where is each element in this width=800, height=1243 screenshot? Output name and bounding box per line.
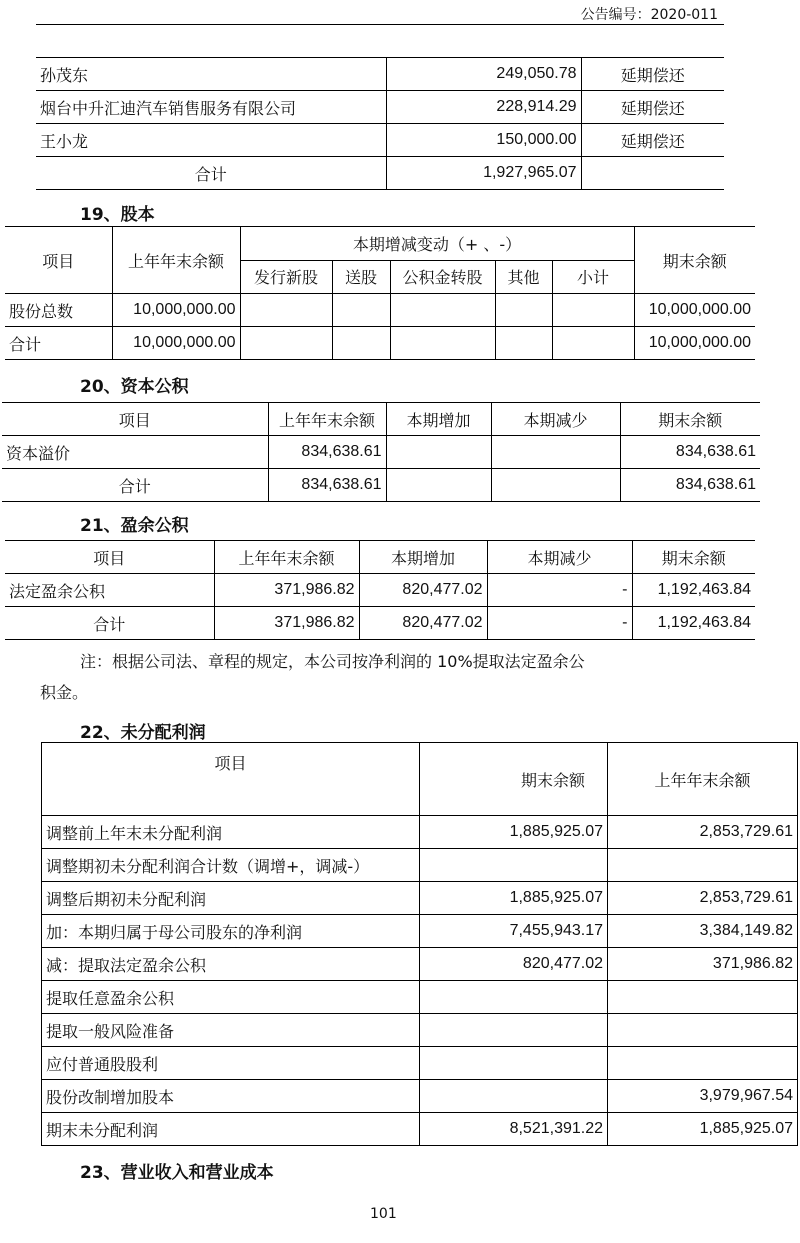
cell-end: 8,521,391.22	[420, 1113, 608, 1146]
cell-amount: 150,000.00	[386, 124, 581, 157]
cell-decrease	[491, 469, 620, 502]
cell-item: 合计	[5, 327, 112, 360]
table-total-row	[36, 157, 724, 190]
header-item: 项目	[42, 743, 420, 816]
header-decrease: 本期减少	[491, 403, 620, 436]
section-title-undistributed-profit: 22、未分配利润	[80, 723, 206, 743]
table-row	[42, 1113, 798, 1146]
table-total-row	[2, 469, 760, 502]
table-row	[5, 327, 755, 360]
table-row	[42, 1047, 798, 1080]
header-decrease: 本期减少	[487, 541, 632, 574]
cell-empty	[332, 327, 390, 360]
table-other-payables-tail	[36, 57, 724, 190]
cell-item: 调整后期初未分配利润	[42, 882, 420, 915]
cell-item: 减：提取法定盈余公积	[42, 948, 420, 981]
table-row	[42, 882, 798, 915]
header-end-balance: 期末余额	[620, 403, 760, 436]
header-end-balance: 期末余额	[632, 541, 755, 574]
header-increase: 本期增加	[386, 403, 491, 436]
cell-increase: 820,477.02	[359, 574, 487, 607]
cell-total-amount: 1,927,965.07	[386, 157, 581, 190]
header-item: 项目	[5, 541, 214, 574]
table-header-row	[5, 227, 755, 261]
cell-empty	[332, 294, 390, 327]
cell-end	[420, 1080, 608, 1113]
page-number: 101	[370, 1206, 397, 1222]
cell-item: 提取任意盈余公积	[42, 981, 420, 1014]
cell-prev	[608, 849, 798, 882]
table-row	[5, 574, 755, 607]
table-row	[2, 436, 760, 469]
subheader-reserve-conversion: 公积金转股	[390, 260, 495, 294]
header-prev-balance: 上年年末余额	[214, 541, 359, 574]
table-surplus-reserve	[5, 540, 755, 640]
cell-end	[420, 1047, 608, 1080]
cell-prev: 10,000,000.00	[112, 294, 240, 327]
cell-prev: 834,638.61	[268, 436, 386, 469]
cell-end: 834,638.61	[620, 469, 760, 502]
cell-amount: 249,050.78	[386, 58, 581, 91]
table-share-capital	[5, 226, 755, 360]
cell-empty	[552, 327, 634, 360]
cell-name: 烟台中升汇迪汽车销售服务有限公司	[36, 91, 386, 124]
cell-end: 1,885,925.07	[420, 882, 608, 915]
table-row	[5, 294, 755, 327]
cell-total-reason	[581, 157, 724, 190]
cell-item: 期末未分配利润	[42, 1113, 420, 1146]
surplus-note-line1: 注：根据公司法、章程的规定，本公司按净利润的 10%提取法定盈余公	[80, 652, 585, 671]
cell-item: 提取一般风险准备	[42, 1014, 420, 1047]
announcement-code: 公告编号：2020-011	[580, 7, 718, 23]
cell-reason: 延期偿还	[581, 91, 724, 124]
cell-reason: 延期偿还	[581, 124, 724, 157]
cell-prev: 10,000,000.00	[112, 327, 240, 360]
cell-item: 资本溢价	[2, 436, 268, 469]
table-row	[42, 1080, 798, 1113]
cell-empty	[390, 327, 495, 360]
cell-end: 1,885,925.07	[420, 816, 608, 849]
cell-item: 调整期初未分配利润合计数（调增+，调减-）	[42, 849, 420, 882]
cell-empty	[495, 327, 552, 360]
section-title-surplus-reserve: 21、盈余公积	[80, 516, 189, 536]
table-row	[42, 981, 798, 1014]
table-row	[42, 849, 798, 882]
section-title-share-capital: 19、股本	[80, 205, 155, 225]
section-title-capital-reserve: 20、资本公积	[80, 377, 189, 397]
header-end-balance: 期末余额	[420, 743, 608, 816]
cell-amount: 228,914.29	[386, 91, 581, 124]
cell-increase	[386, 436, 491, 469]
cell-decrease	[491, 436, 620, 469]
cell-name: 孙茂东	[36, 58, 386, 91]
cell-end: 834,638.61	[620, 436, 760, 469]
table-row	[42, 1014, 798, 1047]
table-total-row	[5, 607, 755, 640]
cell-prev: 371,986.82	[214, 607, 359, 640]
cell-end: 10,000,000.00	[634, 294, 755, 327]
table-undistributed-profit	[41, 742, 798, 1146]
cell-prev: 1,885,925.07	[608, 1113, 798, 1146]
cell-name: 王小龙	[36, 124, 386, 157]
subheader-other: 其他	[495, 260, 552, 294]
table-row	[42, 915, 798, 948]
subheader-subtotal: 小计	[552, 260, 634, 294]
surplus-note-line2: 积金。	[40, 683, 89, 702]
cell-end	[420, 981, 608, 1014]
cell-decrease: -	[487, 574, 632, 607]
cell-item: 调整前上年末未分配利润	[42, 816, 420, 849]
cell-end: 1,192,463.84	[632, 574, 755, 607]
cell-prev	[608, 1047, 798, 1080]
header-prev-balance: 上年年末余额	[112, 227, 240, 294]
header-change: 本期增减变动（+ 、-）	[240, 227, 634, 261]
cell-prev	[608, 1014, 798, 1047]
header-end-balance: 期末余额	[634, 227, 755, 294]
cell-item: 加：本期归属于母公司股东的净利润	[42, 915, 420, 948]
cell-prev: 3,384,149.82	[608, 915, 798, 948]
cell-end: 1,192,463.84	[632, 607, 755, 640]
header-rule	[36, 24, 724, 25]
table-row	[36, 58, 724, 91]
cell-end	[420, 1014, 608, 1047]
subheader-new-issue: 发行新股	[240, 260, 332, 294]
cell-decrease: -	[487, 607, 632, 640]
cell-item: 股份改制增加股本	[42, 1080, 420, 1113]
cell-prev: 371,986.82	[608, 948, 798, 981]
cell-end: 7,455,943.17	[420, 915, 608, 948]
header-prev-balance: 上年年末余额	[608, 743, 798, 816]
header-item: 项目	[2, 403, 268, 436]
cell-empty	[390, 294, 495, 327]
table-capital-reserve	[2, 402, 760, 502]
cell-increase: 820,477.02	[359, 607, 487, 640]
cell-empty	[240, 327, 332, 360]
header-increase: 本期增加	[359, 541, 487, 574]
table-header-row	[2, 403, 760, 436]
table-header-row	[5, 541, 755, 574]
cell-prev: 2,853,729.61	[608, 816, 798, 849]
cell-prev	[608, 981, 798, 1014]
cell-reason: 延期偿还	[581, 58, 724, 91]
cell-empty	[552, 294, 634, 327]
table-row	[42, 948, 798, 981]
section-title-revenue-cost: 23、营业收入和营业成本	[80, 1163, 274, 1183]
cell-end: 10,000,000.00	[634, 327, 755, 360]
cell-end	[420, 849, 608, 882]
table-row	[42, 816, 798, 849]
cell-prev: 2,853,729.61	[608, 882, 798, 915]
cell-total-label: 合计	[36, 157, 386, 190]
cell-item: 合计	[5, 607, 214, 640]
cell-prev: 371,986.82	[214, 574, 359, 607]
cell-end: 820,477.02	[420, 948, 608, 981]
cell-item: 股份总数	[5, 294, 112, 327]
header-prev-balance: 上年年末余额	[268, 403, 386, 436]
cell-empty	[495, 294, 552, 327]
table-header-row	[42, 743, 798, 816]
table-row	[36, 124, 724, 157]
subheader-bonus: 送股	[332, 260, 390, 294]
cell-empty	[240, 294, 332, 327]
cell-item: 法定盈余公积	[5, 574, 214, 607]
table-row	[36, 91, 724, 124]
cell-prev: 3,979,967.54	[608, 1080, 798, 1113]
header-item: 项目	[5, 227, 112, 294]
cell-increase	[386, 469, 491, 502]
cell-item: 应付普通股股利	[42, 1047, 420, 1080]
cell-item: 合计	[2, 469, 268, 502]
cell-prev: 834,638.61	[268, 469, 386, 502]
